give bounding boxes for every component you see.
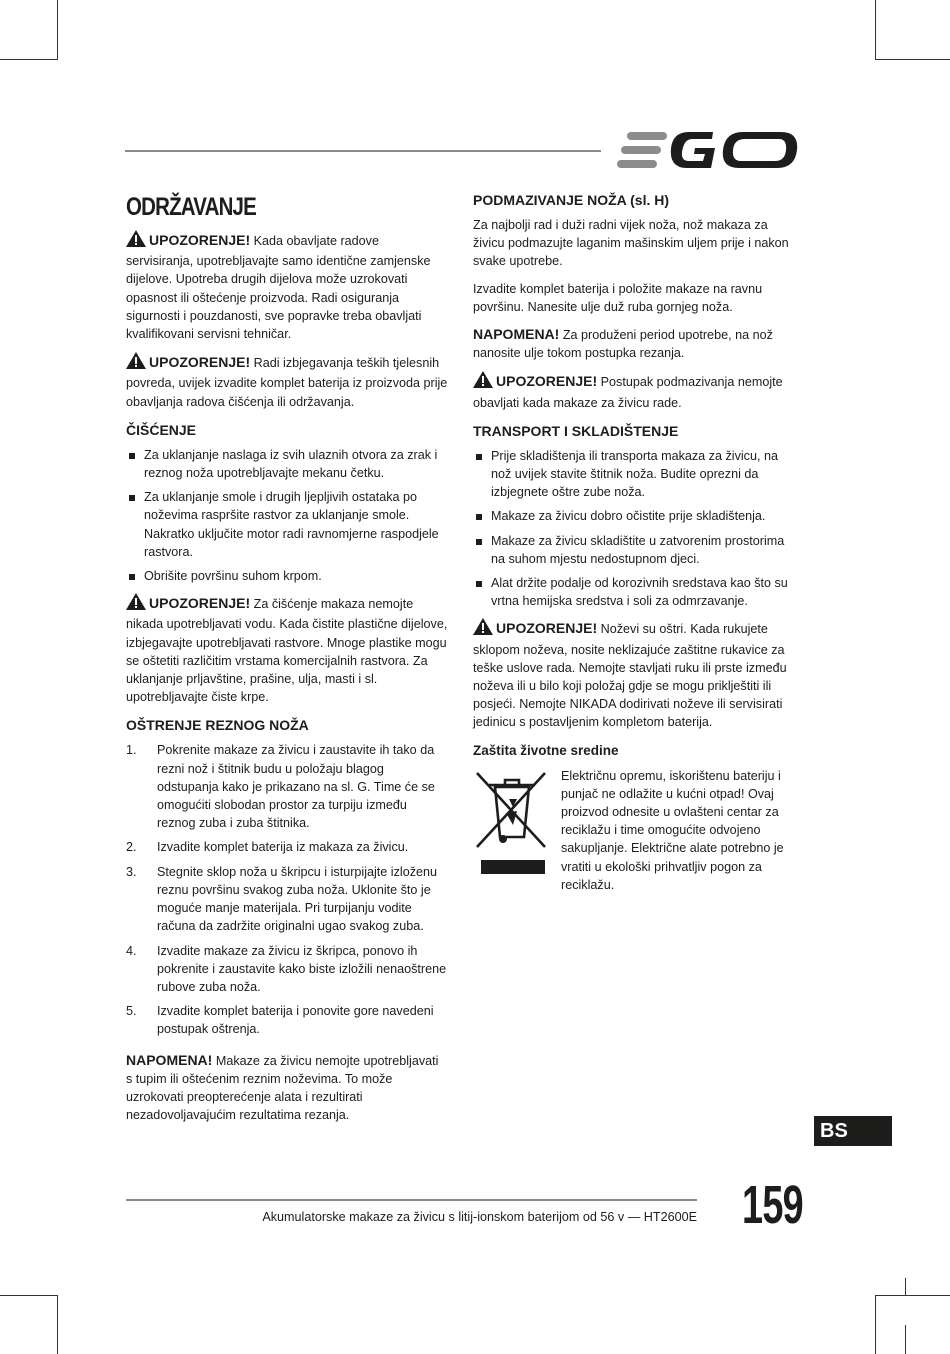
warning-triangle-icon xyxy=(473,371,493,393)
note-label: NAPOMENA! xyxy=(473,326,560,343)
list-item xyxy=(126,838,448,856)
warning-label: UPOZORENJE! xyxy=(149,232,251,248)
transport-list xyxy=(473,447,801,611)
crossed-out-wheelie-bin-icon xyxy=(473,767,561,894)
crop-mark xyxy=(0,1295,58,1296)
warning-label: UPOZORENJE! xyxy=(496,620,598,637)
ego-logo xyxy=(617,130,799,170)
sharpening-heading: OŠTRENJE REZNOG NOŽA xyxy=(126,717,309,734)
step-number: 3. xyxy=(126,864,137,879)
environment-heading: Zaštita životne sredine xyxy=(473,742,619,758)
lubrication-heading: PODMAZIVANJE NOŽA (sl. H) xyxy=(473,192,670,208)
warning-label: UPOZORENJE! xyxy=(149,595,251,612)
list-item xyxy=(126,1002,448,1038)
warning-triangle-icon xyxy=(473,618,493,640)
warning-block xyxy=(126,230,448,343)
section-title: ODRŽAVANJE xyxy=(126,193,256,221)
note-block xyxy=(473,325,801,362)
right-column xyxy=(473,190,801,894)
language-tab: BS xyxy=(814,1116,892,1146)
note-label: NAPOMENA! xyxy=(126,1051,213,1068)
environment-block xyxy=(473,767,801,894)
note-block xyxy=(126,1051,448,1125)
list-item: Alat držite podalje od korozivnih sredstava kao što su vrtna hemijska sredstva i soli za odmrzavanje. xyxy=(473,574,801,610)
warning-text: Za čišćenje makaza nemojte nikada upotrebljavati vodu. Kada čistite plastične dijelove, izbjegavajte upotrebljavati rastvore. Mnoge plastike mogu se oštetiti različitim vrstama komercijalnih rastvora. Za uklanjanje prljavštine, prašine, ulja, masti i sl. upotrebljavajte čiste krpe. xyxy=(126,597,448,705)
left-column xyxy=(126,192,448,1133)
step-text: Stegnite sklop noža u škripcu i isturpijajte izloženu reznu površinu svakog zuba noža. Uklonite što je moguće manje materijala. Pri turpijanju vodite računa da zadržite originalni ugao svakog zuba. xyxy=(157,864,438,934)
warning-label: UPOZORENJE! xyxy=(496,373,598,390)
list-item: Za uklanjanje smole i drugih ljepljivih ostataka po noževima raspršite rastvor za uklanjanje smole. Nakratko uključite motor radi ravnomjerne raspodjele rastvora. xyxy=(126,488,448,561)
list-item xyxy=(126,942,448,997)
header-rule xyxy=(125,150,601,152)
warning-block xyxy=(473,618,801,731)
warning-triangle-icon xyxy=(126,593,146,615)
step-number: 2. xyxy=(126,840,137,855)
list-item: Za uklanjanje naslaga iz svih ulaznih otvora za zrak i reznog noža upotrebljavajte mekanu četku. xyxy=(126,446,448,482)
step-text: Izvadite komplet baterija i ponovite gore navedeni postupak oštrenja. xyxy=(157,1004,434,1037)
note-text: Za produženi period upotrebe, na nož nanosite ulje tokom postupka rezanja. xyxy=(473,328,773,361)
crop-mark xyxy=(875,59,950,60)
list-item: Makaze za živicu dobro očistite prije skladištenja. xyxy=(473,507,801,525)
step-text: Izvadite komplet baterija iz makaza za živicu. xyxy=(157,840,409,855)
crop-mark xyxy=(57,0,58,60)
warning-block xyxy=(473,371,801,411)
list-item xyxy=(126,741,448,832)
warning-label: UPOZORENJE! xyxy=(149,354,251,371)
list-item xyxy=(126,863,448,936)
warning-text: Kada obavljate radove servisiranja, upotrebljavajte samo identične zamjenske dijelove. Upotreba drugih dijelova može uzrokovati opasnost ili oštećenje proizvoda. Radi osiguranja sigurnosti i pouzdanosti, sve popravke treba obavljati kvalifikovani servisni tehničar. xyxy=(126,234,431,342)
sharpening-steps xyxy=(126,741,448,1038)
warning-text: Radi izbjegavanja teških tjelesnih povreda, uvijek izvadite komplet baterija iz proizvoda prije obavljanja radova čišćenja ili održavanja. xyxy=(126,356,448,409)
step-number: 5. xyxy=(126,1004,137,1019)
warning-block xyxy=(126,352,448,411)
step-number: 4. xyxy=(126,943,137,958)
cleaning-list xyxy=(126,446,448,585)
step-text: Pokrenite makaze za živicu i zaustavite ih tako da rezni nož i štitnik budu u položaju blagog odstupanja kako je prikazano na sl. G. Time će se omogućiti slobodan prostor za turpiju između reznog zuba i zuba štitnika. xyxy=(157,743,435,831)
step-number: 1. xyxy=(126,743,137,758)
paragraph: Za najbolji rad i duži radni vijek noža, nož makaza za živicu podmazujte laganim mašinskim uljem prije i nakon svake upotrebe. xyxy=(473,218,789,269)
footer-text: Akumulatorske makaze za živicu s litij-ionskom baterijom od 56 v — HT2600E xyxy=(262,1210,697,1224)
warning-text: Noževi su oštri. Kada rukujete sklopom noževa, nosite neklizajuće zaštitne rukavice za teške uslove rada. Nemojte stavljati ruku ili prste između noževa ili u bilo koji položaj gdje se mogu priklještiti ili posjeći. Nemojte NIKADA dodirivati noževe ili servisirati jedinicu s postavljenim kompletom baterija. xyxy=(473,622,787,730)
crop-mark xyxy=(57,1295,58,1354)
step-text: Izvadite makaze za živicu iz škripca, ponovo ih pokrenite i zaustavite kako biste izložili nenaoštrene rubove zuba noža. xyxy=(157,943,447,994)
environment-text: Električnu opremu, iskorištenu bateriju i punjač ne odlažite u kućni otpad! Ovaj proizvod odnesite u ovlašteni centar za reciklažu i time omogućite odvojeno sakupljanje. Električne alate potrebno je vratiti u ekološki prihvatljiv pogon za reciklažu. xyxy=(561,768,784,892)
crop-mark xyxy=(875,1295,876,1354)
crop-mark xyxy=(875,1295,950,1296)
crop-mark xyxy=(905,1325,906,1354)
crop-mark xyxy=(905,1278,906,1296)
crop-mark xyxy=(0,59,58,60)
crop-mark xyxy=(875,0,876,60)
list-item: Makaze za živicu skladištite u zatvorenim prostorima na suhom mjestu nedostupnom djeci. xyxy=(473,532,801,568)
warning-triangle-icon xyxy=(126,230,146,252)
cleaning-heading: ČIŠĆENJE xyxy=(126,421,197,438)
list-item: Obrišite površinu suhom krpom. xyxy=(126,567,448,585)
warning-triangle-icon xyxy=(126,352,146,374)
paragraph: Izvadite komplet baterija i položite makaze na ravnu površinu. Nanesite ulje duž ruba gornjeg noža. xyxy=(473,281,763,314)
page-number: 159 xyxy=(742,1175,803,1235)
warning-text: Postupak podmazivanja nemojte obavljati kada makaze za živicu rade. xyxy=(473,375,783,410)
note-text: Makaze za živicu nemojte upotrebljavati s tupim ili oštećenim reznim noževima. To može uzrokovati preopterećenje alata i rezultirati nezadovoljavajućim rezultatima rezanja. xyxy=(126,1053,439,1123)
list-item: Prije skladištenja ili transporta makaza za živicu, na nož uvijek stavite štitnik noža. Budite oprezni da izbjegnete oštre zube noža. xyxy=(473,447,801,502)
warning-block xyxy=(126,593,448,706)
footer-rule xyxy=(126,1199,697,1201)
transport-heading: TRANSPORT I SKLADIŠTENJE xyxy=(473,422,679,439)
